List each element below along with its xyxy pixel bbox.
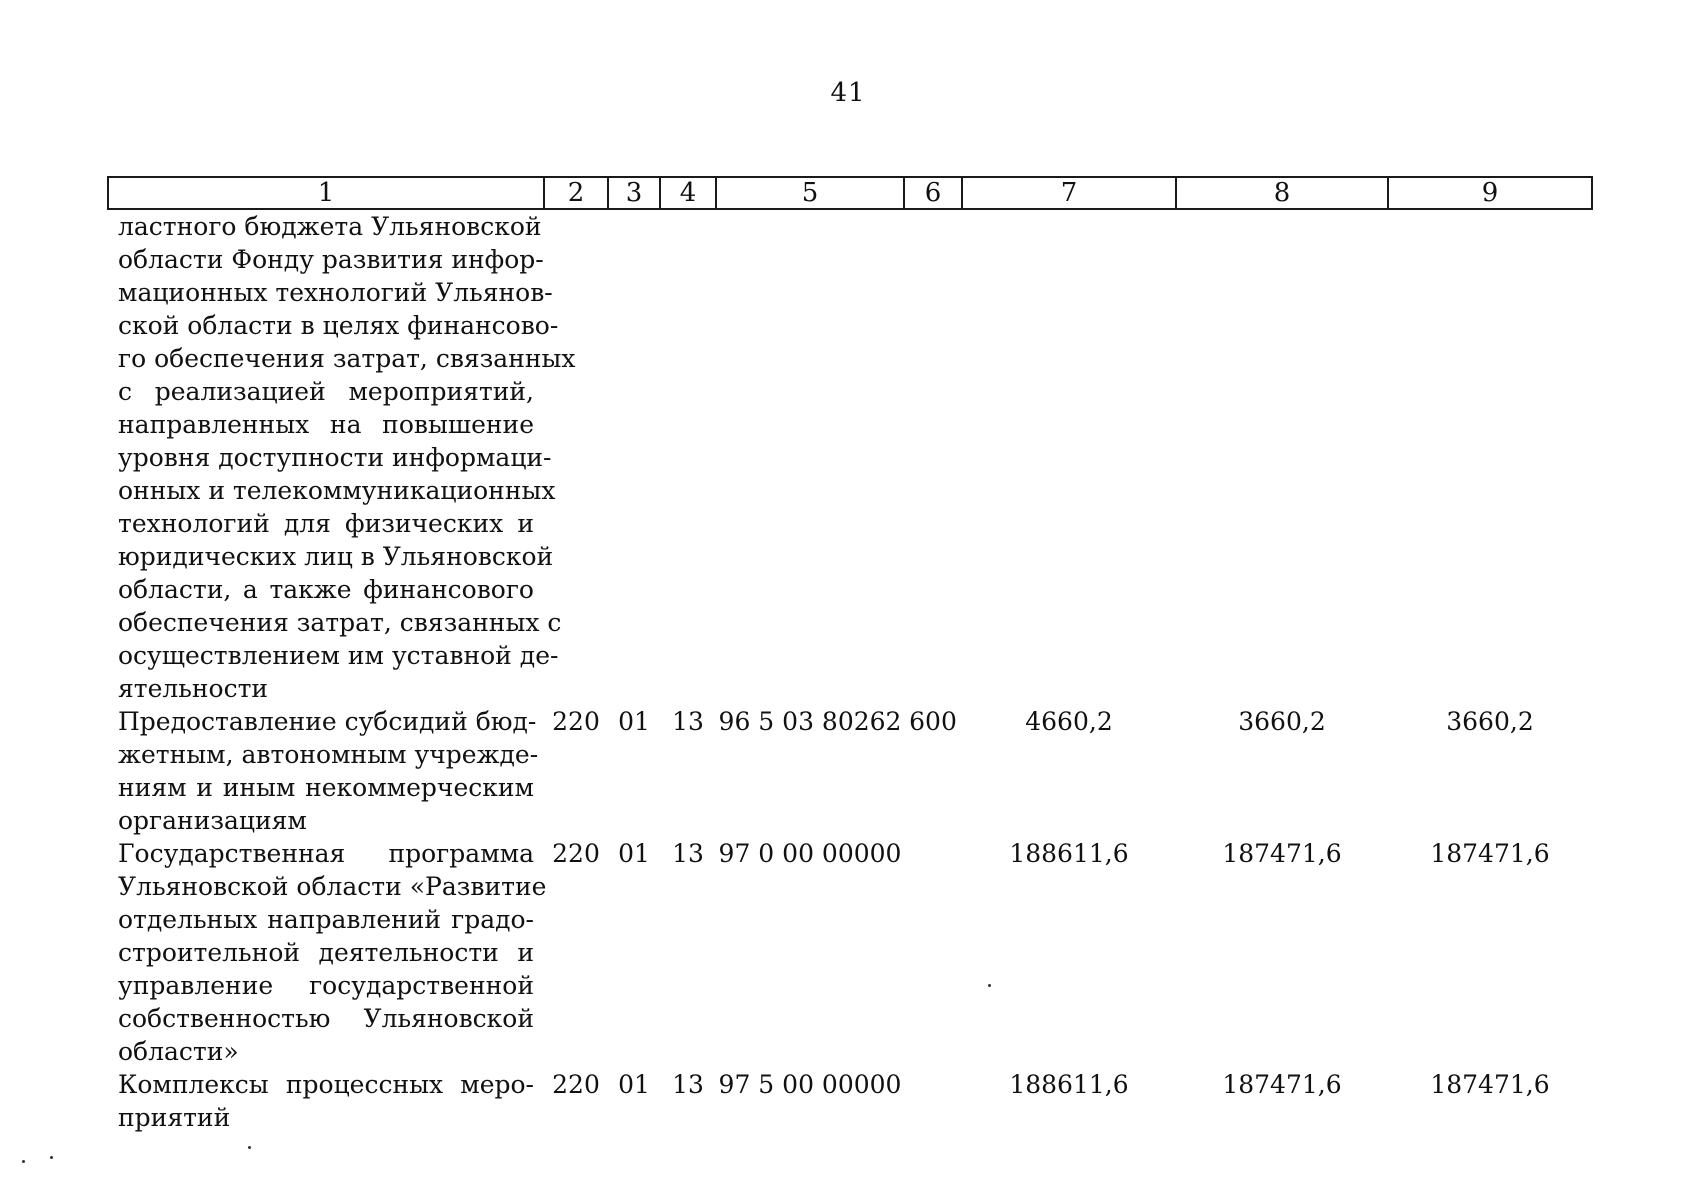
- column-header-5: 5: [716, 177, 904, 209]
- cell-col-3: 01: [618, 707, 650, 736]
- description-line: обеспечения затрат, связанных с: [118, 608, 562, 637]
- description-line: Предоставление субсидий бюд-: [118, 707, 537, 736]
- cell-col-6: [904, 1068, 962, 1134]
- description-line: приятий: [118, 1103, 231, 1132]
- cell-col-4: 13: [672, 1070, 704, 1099]
- description-line: юридических лиц в Ульяновской: [118, 542, 554, 571]
- description-line: Комплексы процессных меро-: [118, 1070, 534, 1099]
- cell-col-3: 01: [618, 839, 650, 868]
- column-header-6: 6: [904, 177, 962, 209]
- column-header-8: 8: [1176, 177, 1388, 209]
- cell-col-9: [1388, 209, 1592, 705]
- cell-col-6: [904, 209, 962, 705]
- column-header-1: 1: [108, 177, 544, 209]
- cell-col-9: 187471,6: [1430, 839, 1550, 868]
- header-row: [108, 177, 1592, 209]
- description-line: ятельности: [118, 674, 269, 703]
- description-line: ской области в целях финансово-: [118, 311, 559, 340]
- column-header-3: 3: [608, 177, 660, 209]
- cell-col-7: 4660,2: [1025, 707, 1113, 736]
- column-header-7: 7: [962, 177, 1176, 209]
- description-line: ластного бюджета Ульяновской: [118, 212, 542, 241]
- description-line: направленных на повышение: [118, 410, 534, 439]
- cell-col-7: 188611,6: [1009, 839, 1129, 868]
- column-header-2: 2: [544, 177, 608, 209]
- cell-col-7: 188611,6: [1009, 1070, 1129, 1099]
- description-line: го обеспечения затрат, связанных: [118, 344, 576, 373]
- description-line: области, а также финансового: [118, 575, 534, 604]
- description-line: собственностью Ульяновской: [118, 1004, 534, 1033]
- description-line: уровня доступности информаци-: [118, 443, 552, 472]
- cell-col-4: 13: [672, 707, 704, 736]
- scan-speck: [988, 984, 991, 987]
- cell-col-2: 220: [552, 1070, 600, 1099]
- cell-col-5: 96 5 03 80262: [718, 707, 902, 736]
- description-line: области Фонду развития инфор-: [118, 245, 544, 274]
- cell-col-3: [608, 209, 660, 705]
- page-number: 41: [830, 78, 866, 108]
- scan-speck: [248, 1146, 251, 1149]
- cell-col-8: 3660,2: [1238, 707, 1326, 736]
- description-line: жетным, автономным учрежде-: [118, 740, 539, 769]
- cell-col-5: 97 5 00 00000: [718, 1070, 902, 1099]
- cell-col-3: 01: [618, 1070, 650, 1099]
- column-header-9: 9: [1388, 177, 1592, 209]
- scan-speck: [22, 1160, 25, 1163]
- cell-col-6: [904, 837, 962, 1068]
- cell-col-9: 3660,2: [1446, 707, 1534, 736]
- cell-col-9: 187471,6: [1430, 1070, 1550, 1099]
- description-line: строительной деятельности и: [118, 938, 534, 967]
- column-header-4: 4: [660, 177, 716, 209]
- cell-col-6: 600: [909, 707, 957, 736]
- description-line: организациям: [118, 806, 307, 835]
- cell-col-7: [962, 209, 1176, 705]
- table-row: [108, 837, 1592, 1068]
- budget-table: [107, 176, 1593, 1134]
- cell-col-2: 220: [552, 707, 600, 736]
- cell-col-4: [660, 209, 716, 705]
- table-row: [108, 705, 1592, 837]
- description-line: Государственная программа: [118, 839, 534, 868]
- cell-col-8: 187471,6: [1222, 1070, 1342, 1099]
- cell-col-5: 97 0 00 00000: [718, 839, 902, 868]
- description-line: онных и телекоммуникационных: [118, 476, 556, 505]
- scan-speck: [50, 1156, 53, 1159]
- cell-col-4: 13: [672, 839, 704, 868]
- description-line: ниям и иным некоммерческим: [118, 773, 534, 802]
- description-line: мационных технологий Ульянов-: [118, 278, 553, 307]
- row-description: [108, 1068, 544, 1134]
- description-line: Ульяновской области «Развитие: [118, 872, 547, 901]
- description-line: области»: [118, 1037, 239, 1066]
- cell-col-8: 187471,6: [1222, 839, 1342, 868]
- description-line: управление государственной: [118, 971, 534, 1000]
- row-description: [108, 837, 547, 1068]
- cell-col-2: 220: [552, 839, 600, 868]
- description-line: технологий для физических и: [118, 509, 534, 538]
- cell-col-8: [1176, 209, 1388, 705]
- description-line: с реализацией мероприятий,: [118, 377, 534, 406]
- table-body: [108, 209, 1592, 1134]
- row-description: [108, 705, 544, 837]
- table-row: [108, 209, 1592, 705]
- row-description: [108, 209, 576, 705]
- description-line: отдельных направлений градо-: [118, 905, 534, 934]
- description-line: осуществлением им уставной де-: [118, 641, 559, 670]
- cell-col-5: [716, 209, 904, 705]
- table-row: [108, 1068, 1592, 1134]
